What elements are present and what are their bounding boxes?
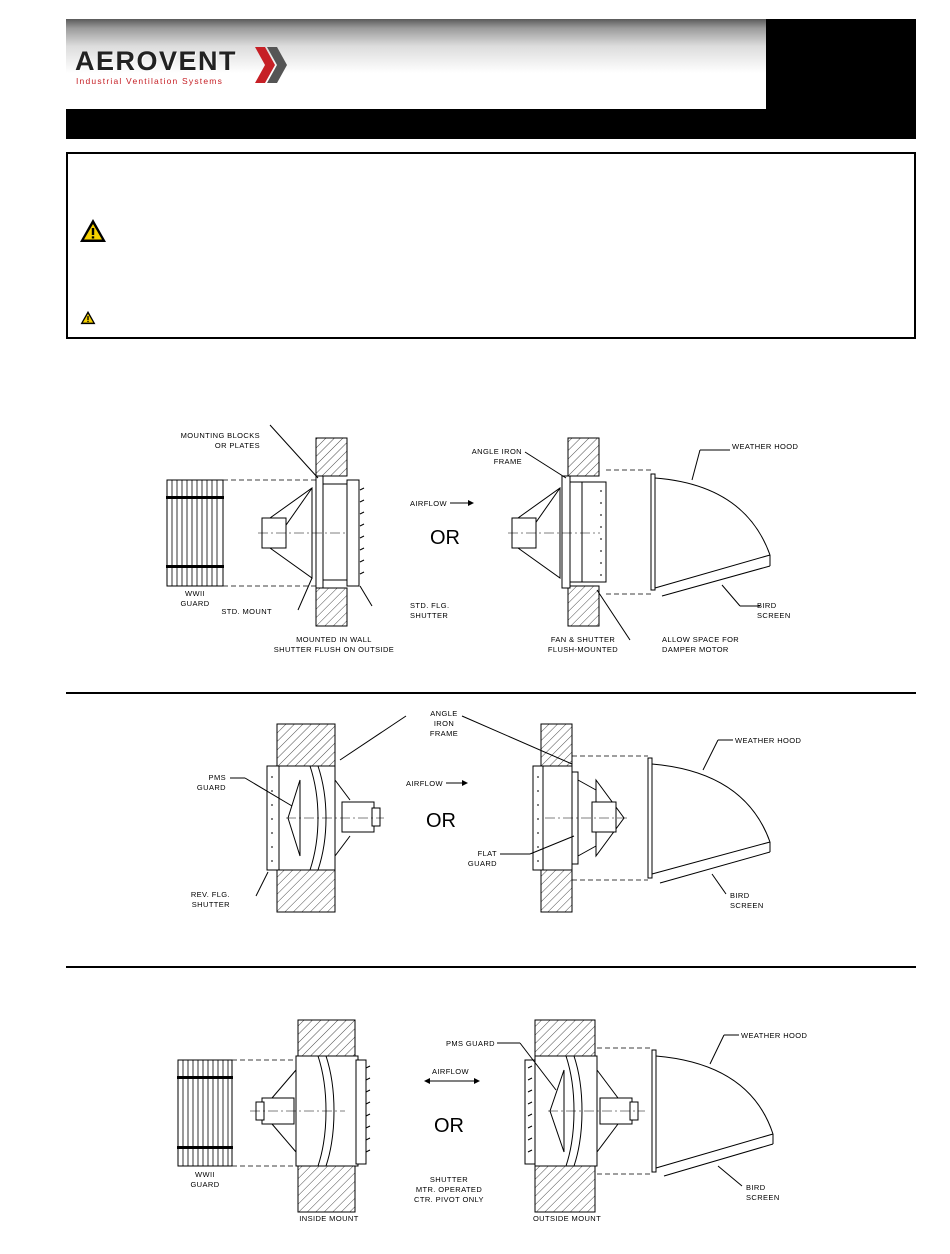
label-damper-motor: DAMPER MOTOR [662,645,729,654]
label-allow-space: ALLOW SPACE FOR [662,635,740,644]
label-mtr-operated: MTR. OPERATED [415,1185,483,1194]
label-shutter-flush: SHUTTER FLUSH ON OUTSIDE [273,645,395,654]
diagram-wall-mount-3 [0,1010,950,1230]
label-mounting-blocks: MOUNTING BLOCKS [180,431,260,440]
label-pms-guard: PMS GUARD [445,1039,495,1048]
label-screen: SCREEN [730,901,764,910]
section-divider [66,966,916,968]
label-screen: SCREEN [757,611,791,620]
label-angle-iron: ANGLE IRON [471,447,522,456]
brand-name: AEROVENT [75,46,238,76]
label-shutter: SHUTTER [410,611,449,620]
chevron-logo-icon [255,47,289,83]
label-rev-flg: REV. FLG. [190,890,230,899]
wwii-guard [166,480,224,586]
label-pms: PMS [208,773,226,782]
label-iron: IRON [433,719,455,728]
label-airflow: AIRFLOW [406,779,443,788]
label-std-mount: STD. MOUNT [221,607,272,616]
diagram-wall-mount-1 [0,420,950,670]
label-wwii: WWII [195,1170,215,1179]
label-mounted-in-wall: MOUNTED IN WALL [296,635,372,644]
brand-tagline: Industrial Ventilation Systems [76,76,224,86]
label-weather-hood: WEATHER HOOD [741,1031,808,1040]
label-weather-hood: WEATHER HOOD [735,736,802,745]
label-fan-shutter: FAN & SHUTTER [550,635,616,644]
section-divider [66,692,916,694]
header-black-block [766,19,916,109]
label-ctr-pivot: CTR. PIVOT ONLY [414,1195,484,1204]
label-weather-hood: WEATHER HOOD [732,442,799,451]
label-guard: GUARD [467,859,497,868]
label-bird: BIRD [746,1183,766,1192]
warning-triangle-icon [79,218,107,243]
label-flat: FLAT [477,849,497,858]
label-wwii: WWII [185,589,205,598]
warning-box [66,152,916,339]
label-bird: BIRD [730,891,750,900]
label-guard: GUARD [180,599,210,608]
label-screen: SCREEN [746,1193,780,1202]
label-std-flg: STD. FLG. [410,601,450,610]
label-shutter: SHUTTER [191,900,230,909]
label-bird: BIRD [757,601,777,610]
label-angle: ANGLE [430,709,458,718]
label-or: OR [426,810,456,832]
label-frame: FRAME [429,729,459,738]
label-or: OR [430,527,460,549]
label-or: OR [434,1115,464,1137]
label-guard: GUARD [190,1180,220,1189]
title-bar [66,109,916,139]
label-guard: GUARD [196,783,226,792]
diagram-wall-mount-2 [0,700,950,930]
warning-triangle-icon [80,310,96,325]
label-shutter: SHUTTER [429,1175,469,1184]
label-outside-mount: OUTSIDE MOUNT [532,1214,602,1223]
label-or-plates: OR PLATES [214,441,260,450]
label-frame: FRAME [493,457,522,466]
label-flush-mounted: FLUSH-MOUNTED [547,645,619,654]
aerovent-logo [75,46,305,92]
label-airflow: AIRFLOW [410,499,447,508]
label-inside-mount: INSIDE MOUNT [299,1214,359,1223]
label-airflow: AIRFLOW [432,1067,469,1076]
